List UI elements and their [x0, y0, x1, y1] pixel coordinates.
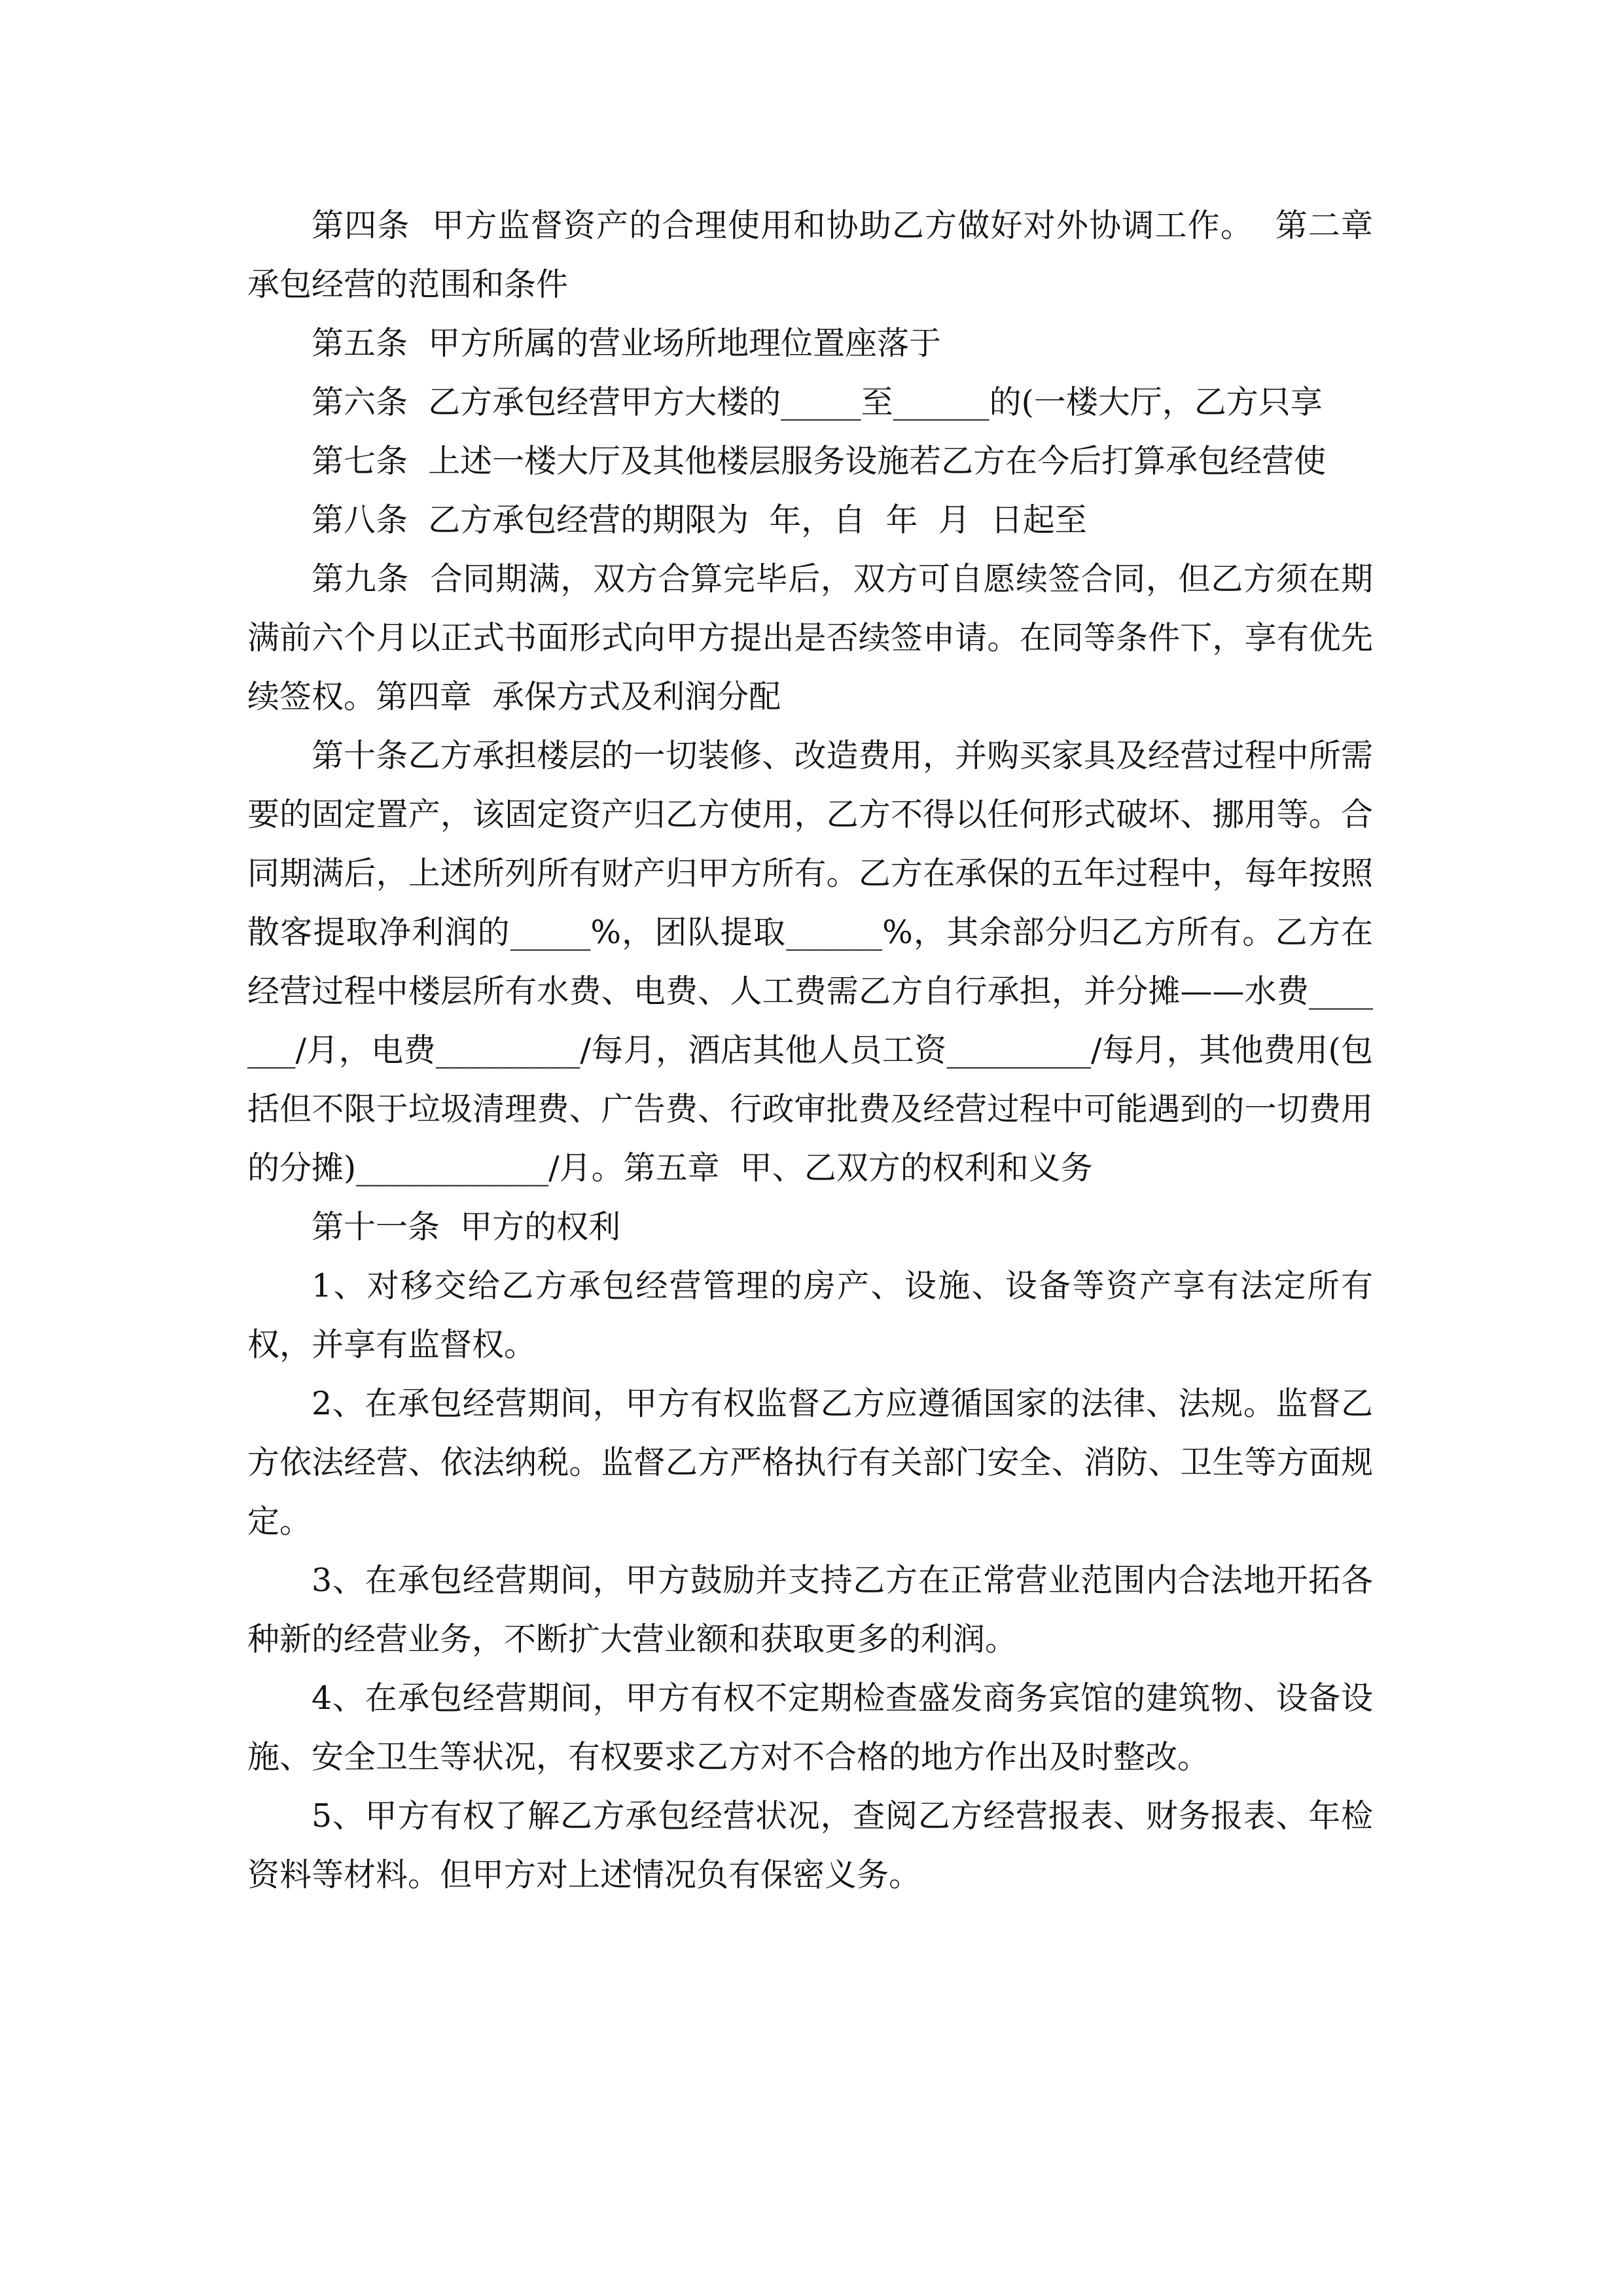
article-9-paragraph: 第九条 合同期满，双方合算完毕后，双方可自愿续签合同，但乙方须在期满前六个月以正式书面形式向甲方提出是否续签申请。在同等条件下，享有优先续签权。第四章 承保方式及利润分配 [247, 560, 1373, 715]
article-11-item-1: 1、对移交给乙方承包经营管理的房产、设施、设备等资产享有法定所有权，并享有监督权。 [247, 1267, 1373, 1363]
article-11-item-2: 2、在承包经营期间，甲方有权监督乙方应遵循国家的法律、法规。监督乙方依法经营、依法纳税。监督乙方严格执行有关部门安全、消防、卫生等方面规定。 [247, 1385, 1373, 1540]
article-11-item-5: 5、甲方有权了解乙方承包经营状况，查阅乙方经营报表、财务报表、年检资料等材料。但甲方对上述情况负有保密义务。 [247, 1797, 1373, 1893]
article-11-item-4: 4、在承包经营期间，甲方有权不定期检查盛发商务宾馆的建筑物、设备设施、安全卫生等状况，有权要求乙方对不合格的地方作出及时整改。 [247, 1679, 1373, 1776]
article-5-paragraph: 第五条 甲方所属的营业场所地理位置座落于 [312, 325, 942, 362]
contract-body [247, 196, 1383, 1905]
article-10-paragraph: 第十条乙方承担楼层的一切装修、改造费用，并购买家具及经营过程中所需要的固定置产，该固定资产归乙方使用，乙方不得以任何形式破坏、挪用等。合同期满后，上述所列所有财产归甲方所有。乙方在承保的五年过程中，每年按照散客提取净利润的_____%，团队提取______%，其余部分归乙方所有。乙方在经营过程中楼层所有水费、电费、人工费需乙方自行承担，并分摊——水费_______/月，电费_________/每月，酒店其他人员工资_________/每月，其他费用(包括但不限于垃圾清理费、广告费、行政审批费及经营过程中可能遇到的一切费用的分摊)____________/月。第五章 甲、乙双方的权利和义务 [247, 737, 1373, 1187]
article-8-paragraph: 第八条 乙方承包经营的期限为 年，自 年 月 日起至 [312, 501, 1087, 539]
article-4-paragraph: 第四条 甲方监督资产的合理使用和协助乙方做好对外协调工作。 第二章 承包经营的范围和条件 [247, 207, 1383, 303]
article-7-paragraph: 第七条 上述一楼大厅及其他楼层服务设施若乙方在今后打算承包经营使 [312, 442, 1327, 480]
article-6-paragraph: 第六条 乙方承包经营甲方大楼的_____至______的(一楼大厅，乙方只享 [312, 384, 1323, 421]
article-11-heading: 第十一条 甲方的权利 [312, 1208, 621, 1246]
article-11-item-3: 3、在承包经营期间，甲方鼓励并支持乙方在正常营业范围内合法地开拓各种新的经营业务，不断扩大营业额和获取更多的利润。 [247, 1562, 1373, 1658]
